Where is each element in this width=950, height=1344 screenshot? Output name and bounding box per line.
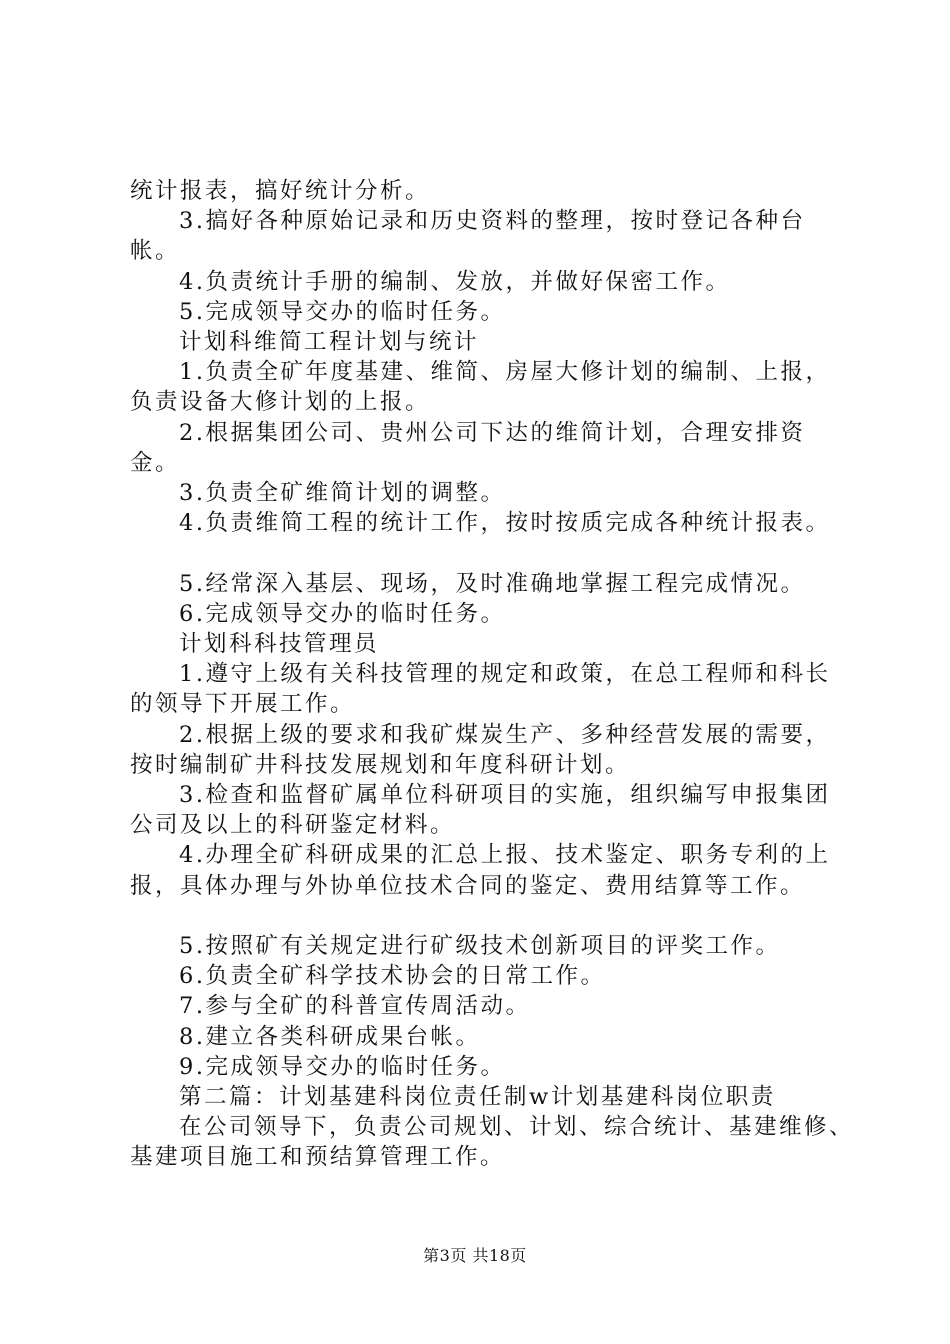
paragraph-6: 1.负责全矿年度基建、维简、房屋大修计划的编制、上报，负责设备大修计划的上报。 (130, 359, 831, 416)
paragraph-20: 6.负责全矿科学技术协会的日常工作。 (179, 963, 606, 990)
paragraph-4: 5.完成领导交办的临时任务。 (179, 298, 506, 325)
paragraph-17: 4.办理全矿科研成果的汇总上报、技术鉴定、职务专利的上报，具体办理与外协单位技术合同的鉴定、费用结算等工作。 (130, 842, 831, 899)
blank-line (130, 538, 855, 568)
paragraph-2: 3.搞好各种原始记录和历史资料的整理，按时登记各种台帐。 (130, 208, 806, 265)
paragraph-19: 5.按照矿有关规定进行矿级技术创新项目的评奖工作。 (179, 933, 781, 960)
section-heading-part-two: 第二篇：计划基建科岗位责任制w计划基建科岗位职责 (179, 1084, 776, 1111)
paragraph-16: 3.检查和监督矿属单位科研项目的实施，组织编写申报集团公司及以上的科研鉴定材料。 (130, 782, 831, 839)
document-body (130, 176, 855, 1173)
paragraph-22: 8.建立各类科研成果台帐。 (179, 1023, 481, 1050)
paragraph-9: 4.负责维简工程的统计工作，按时按质完成各种统计报表。 (179, 510, 831, 537)
paragraph-15: 2.根据上级的要求和我矿煤炭生产、多种经营发展的需要，按时编制矿井科技发展规划和年度科研计划。 (130, 721, 831, 778)
paragraph-11: 5.经常深入基层、现场，及时准确地掌握工程完成情况。 (179, 570, 806, 597)
section-heading-weijian: 计划科维简工程计划与统计 (179, 329, 480, 356)
paragraph-1: 统计报表，搞好统计分析。 (130, 178, 431, 204)
paragraph-3: 4.负责统计手册的编制、发放，并做好保密工作。 (179, 268, 731, 295)
paragraph-25: 在公司领导下，负责公司规划、计划、综合统计、基建维修、基建项目施工和预结算管理工作。 (130, 1114, 855, 1171)
section-heading-keji: 计划科科技管理员 (179, 631, 380, 658)
paragraph-12: 6.完成领导交办的临时任务。 (179, 600, 506, 627)
paragraph-14: 1.遵守上级有关科技管理的规定和政策，在总工程师和科长的领导下开展工作。 (130, 661, 831, 718)
blank-line (130, 901, 855, 931)
paragraph-7: 2.根据集团公司、贵州公司下达的维简计划，合理安排资金。 (130, 419, 806, 476)
page-footer: 第3页 共18页 (423, 1246, 527, 1265)
paragraph-23: 9.完成领导交办的临时任务。 (179, 1053, 506, 1080)
paragraph-21: 7.参与全矿的科普宣传周活动。 (179, 993, 531, 1020)
paragraph-8: 3.负责全矿维简计划的调整。 (179, 480, 506, 507)
